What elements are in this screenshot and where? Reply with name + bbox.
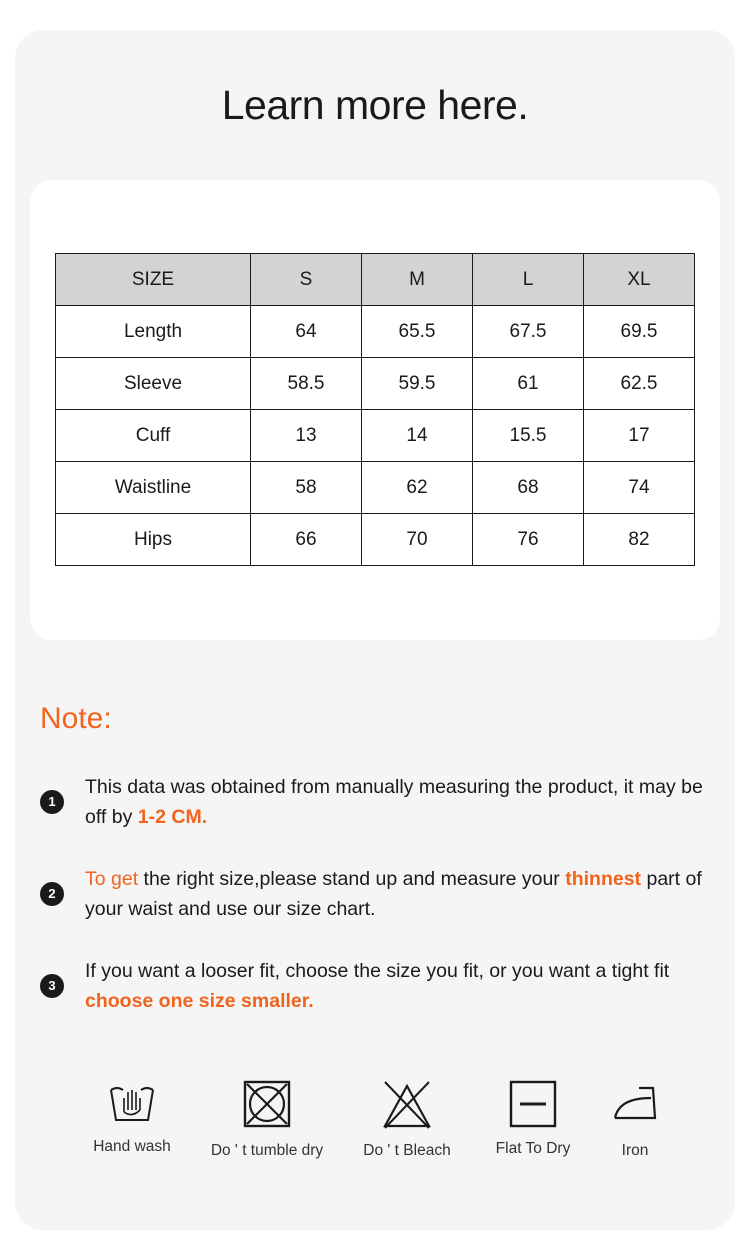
table-cell: 62.5: [584, 358, 695, 410]
iron-icon: [613, 1080, 657, 1124]
table-cell: 15.5: [473, 410, 584, 462]
page-title: Learn more here.: [221, 82, 529, 128]
care-no-tumble-dry: [205, 1080, 329, 1160]
note-text-plain: part of your waist and use our size chart.: [85, 868, 702, 920]
size-info-panel: [15, 30, 735, 1230]
header-s: S: [251, 254, 362, 306]
note-text-1: [85, 772, 715, 832]
table-header-row: [56, 254, 695, 306]
table-cell: 74: [584, 462, 695, 514]
header-m: M: [362, 254, 473, 306]
table-cell: 70: [362, 514, 473, 566]
table-cell: 59.5: [362, 358, 473, 410]
table-cell: 14: [362, 410, 473, 462]
table-row: [56, 514, 695, 566]
size-table-card: [30, 180, 720, 640]
table-cell: 68: [473, 462, 584, 514]
note-highlight-plain: To get: [85, 868, 139, 890]
table-cell: 17: [584, 410, 695, 462]
number-badge-2: 2: [40, 882, 64, 906]
row-label: Length: [56, 306, 251, 358]
note-highlight: choose one size smaller.: [85, 990, 314, 1012]
table-cell: 62: [362, 462, 473, 514]
note-text-3: [85, 956, 715, 1016]
care-hand-wash: [92, 1080, 172, 1156]
note-text-plain: the right size,please stand up and measure your: [138, 868, 566, 890]
number-badge-3: 3: [40, 974, 64, 998]
row-label: Hips: [56, 514, 251, 566]
table-cell: 67.5: [473, 306, 584, 358]
header-size: SIZE: [56, 254, 251, 306]
table-cell: 58.5: [251, 358, 362, 410]
table-row: [56, 358, 695, 410]
note-text-plain: This data was obtained from manually measuring the product, it may be off by: [85, 776, 703, 828]
note-highlight: thinnest: [565, 868, 642, 890]
care-no-bleach: [357, 1080, 457, 1160]
flat-to-dry-icon: [509, 1080, 557, 1128]
table-cell: 64: [251, 306, 362, 358]
header-l: L: [473, 254, 584, 306]
care-label: Do ' t Bleach: [363, 1142, 451, 1159]
table-cell: 69.5: [584, 306, 695, 358]
size-table: [55, 253, 695, 566]
care-label: Do ' t tumble dry: [210, 1142, 324, 1159]
table-cell: 13: [251, 410, 362, 462]
number-badge-1: 1: [40, 790, 64, 814]
care-flat-dry: [488, 1080, 578, 1158]
row-label: Sleeve: [56, 358, 251, 410]
table-cell: 76: [473, 514, 584, 566]
care-label: Iron: [621, 1142, 649, 1159]
table-cell: 82: [584, 514, 695, 566]
table-cell: 66: [251, 514, 362, 566]
care-label: Flat To Dry: [495, 1140, 571, 1157]
table-cell: 58: [251, 462, 362, 514]
table-cell: 65.5: [362, 306, 473, 358]
row-label: Waistline: [56, 462, 251, 514]
care-iron: [605, 1080, 665, 1160]
care-label: Hand wash: [93, 1138, 171, 1155]
table-row: [56, 306, 695, 358]
row-label: Cuff: [56, 410, 251, 462]
note-title: Note:: [40, 702, 112, 735]
note-text-plain: If you want a looser fit, choose the size you fit, or you want a tight fit: [85, 960, 670, 982]
do-not-tumble-dry-icon: [243, 1080, 291, 1128]
table-row: [56, 462, 695, 514]
do-not-bleach-icon: [381, 1080, 433, 1130]
note-highlight: 1-2 CM.: [137, 806, 208, 828]
hand-wash-icon: [107, 1080, 157, 1124]
table-cell: 61: [473, 358, 584, 410]
note-text-2: [85, 864, 715, 924]
header-xl: XL: [584, 254, 695, 306]
table-row: [56, 410, 695, 462]
